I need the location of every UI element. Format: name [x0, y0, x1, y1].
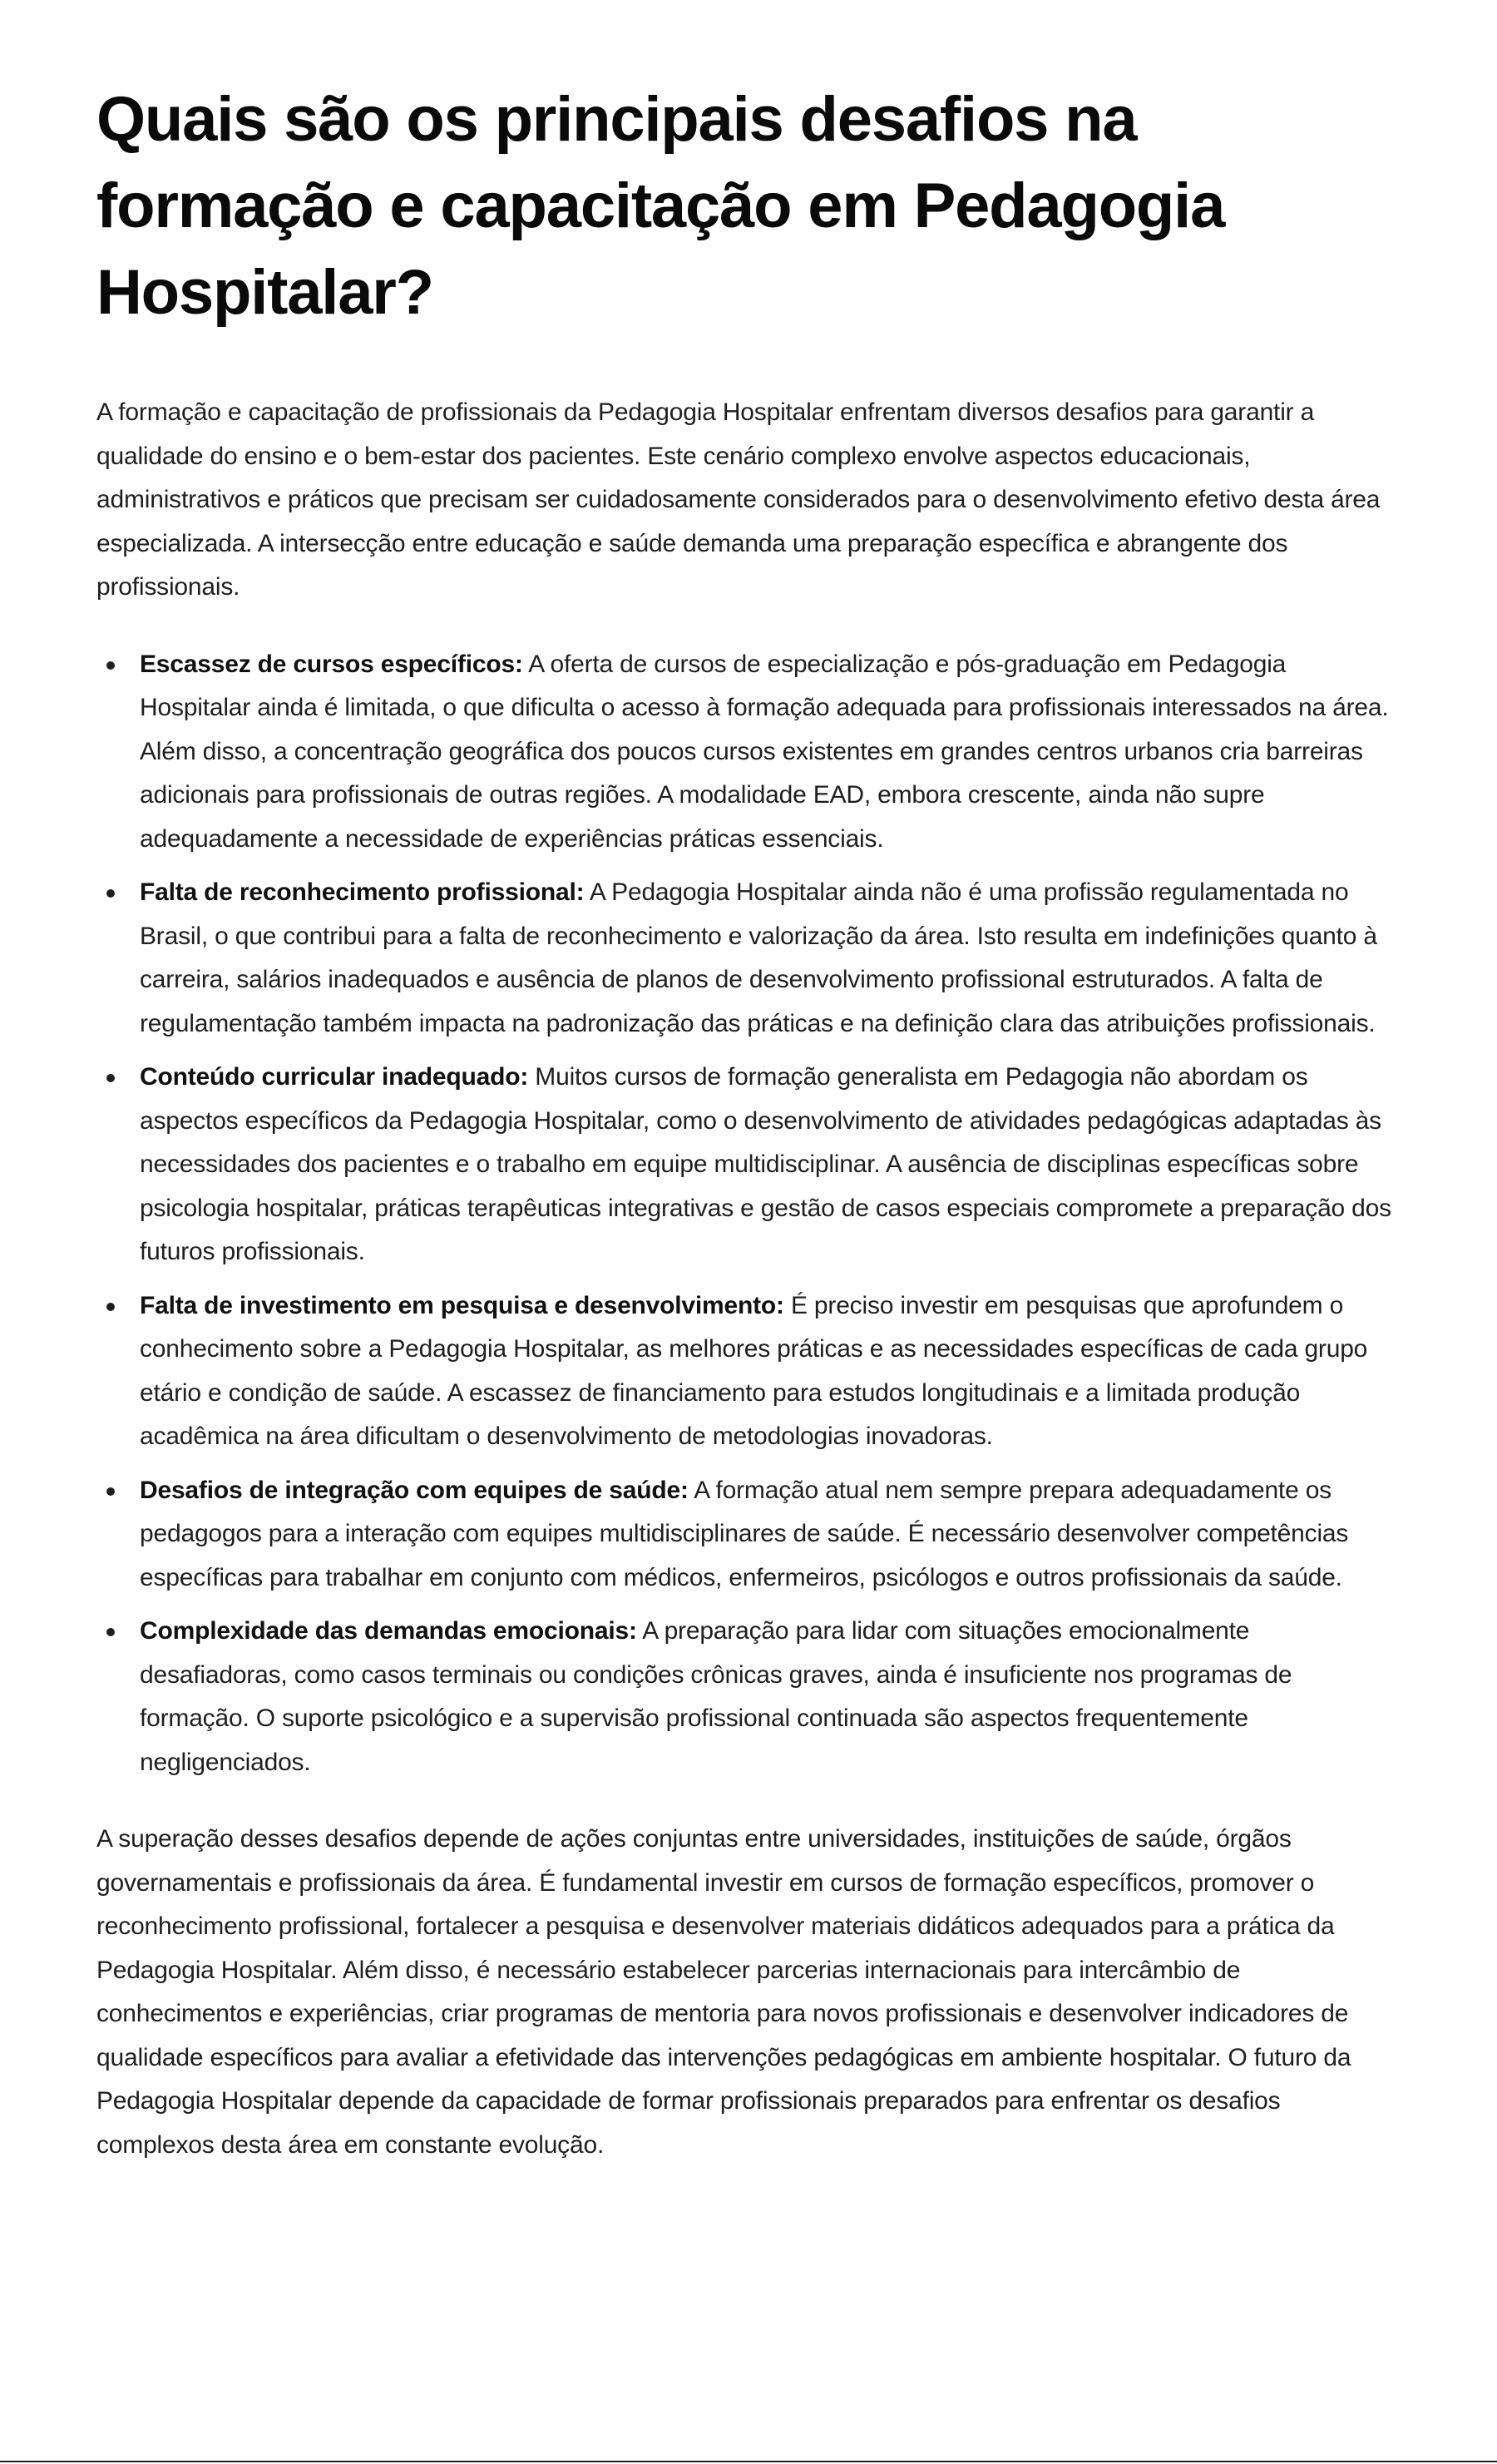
list-item	[140, 1469, 1394, 1601]
bullet-icon	[106, 1303, 115, 1311]
item-text: É preciso investir em pesquisas que aprofundem o conhecimento sobre a Pedagogia Hospitalar, as melhores práticas e as necessidades específicas de cada grupo etário e condição de saúde. A escassez de financiamento para estudos longitudinais e a limitada produção acadêmica na área dificultam o desenvolvimento de metodologias inovadoras.	[140, 1291, 1368, 1450]
bullet-icon	[106, 1628, 115, 1636]
challenges-list	[96, 643, 1394, 1785]
bullet-icon	[106, 889, 115, 898]
list-item	[140, 871, 1394, 1046]
intro-paragraph: A formação e capacitação de profissionais da Pedagogia Hospitalar enfrentam diversos desafios para garantir a qualidade do ensino e o bem-estar dos pacientes. Este cenário complexo envolve aspectos educacionais, administrativos e práticos que precisam ser cuidadosamente considerados para o desenvolvimento efetivo desta área especializada. A intersecção entre educação e saúde demanda uma preparação específica e abrangente dos profissionais.	[96, 398, 1381, 601]
conclusion-paragraph: A superação desses desafios depende de ações conjuntas entre universidades, instituições de saúde, órgãos governamentais e profissionais da área. É fundamental investir em cursos de formação específicos, promover o reconhecimento profissional, fortalecer a pesquisa e desenvolver materiais didáticos adequados para a prática da Pedagogia Hospitalar. Além disso, é necessário estabelecer parcerias internacionais para intercâmbio de conhecimentos e experiências, criar programas de mentoria para novos profissionais e desenvolver indicadores de qualidade específicos para avaliar a efetividade das intervenções pedagógicas em ambiente hospitalar. O futuro da Pedagogia Hospitalar depende da capacidade de formar profissionais preparados para enfrentar os desafios complexos desta área em constante evolução.	[96, 1825, 1351, 2159]
bullet-icon	[106, 1487, 115, 1496]
item-label: Desafios de integração com equipes de saúde:	[140, 1476, 689, 1504]
list-item	[140, 1610, 1394, 1784]
list-item	[140, 643, 1394, 862]
item-label: Conteúdo curricular inadequado:	[140, 1063, 529, 1091]
item-text: A formação atual nem sempre prepara adequadamente os pedagogos para a interação com equipes multidisciplinares de saúde. É necessário desenvolver competências específicas para trabalhar em conjunto com médicos, enfermeiros, psicólogos e outros profissionais da saúde.	[140, 1476, 1349, 1591]
item-label: Complexidade das demandas emocionais:	[140, 1617, 637, 1645]
bullet-icon	[106, 661, 115, 670]
item-label: Falta de investimento em pesquisa e desenvolvimento:	[140, 1291, 784, 1319]
item-label: Escassez de cursos específicos:	[140, 650, 523, 678]
bottom-divider	[0, 2461, 1497, 2462]
list-item	[140, 1056, 1394, 1274]
item-label: Falta de reconhecimento profissional:	[140, 878, 585, 906]
list-item	[140, 1284, 1394, 1459]
page-title: Quais são os principais desafios na formação e capacitação em Pedagogia Hospitalar?	[96, 84, 1225, 328]
item-text: A preparação para lidar com situações emocionalmente desafiadoras, como casos terminais ou condições crônicas graves, ainda é insuficiente nos programas de formação. O suporte psicológico e a supervisão profissional continuada são aspectos frequentemente negligenciados.	[140, 1617, 1292, 1776]
bullet-icon	[106, 1074, 115, 1082]
item-text: A oferta de cursos de especialização e pós-graduação em Pedagogia Hospitalar ainda é limitada, o que dificulta o acesso à formação adequada para profissionais interessados na área. Além disso, a concentração geográfica dos poucos cursos existentes em grandes centros urbanos cria barreiras adicionais para profissionais de outras regiões. A modalidade EAD, embora crescente, ainda não supre adequadamente a necessidade de experiências práticas essenciais.	[140, 650, 1389, 853]
article	[96, 77, 1394, 2167]
item-text: A Pedagogia Hospitalar ainda não é uma profissão regulamentada no Brasil, o que contribui para a falta de reconhecimento e valorização da área. Isto resulta em indefinições quanto à carreira, salários inadequados e ausência de planos de desenvolvimento profissional estruturados. A falta de regulamentação também impacta na padronização das práticas e na definição clara das atribuições profissionais.	[140, 878, 1377, 1037]
item-text: Muitos cursos de formação generalista em Pedagogia não abordam os aspectos específicos da Pedagogia Hospitalar, como o desenvolvimento de atividades pedagógicas adaptadas às necessidades dos pacientes e o trabalho em equipe multidisciplinar. A ausência de disciplinas específicas sobre psicologia hospitalar, práticas terapêuticas integrativas e gestão de casos especiais compromete a preparação dos futuros profissionais.	[140, 1063, 1391, 1265]
